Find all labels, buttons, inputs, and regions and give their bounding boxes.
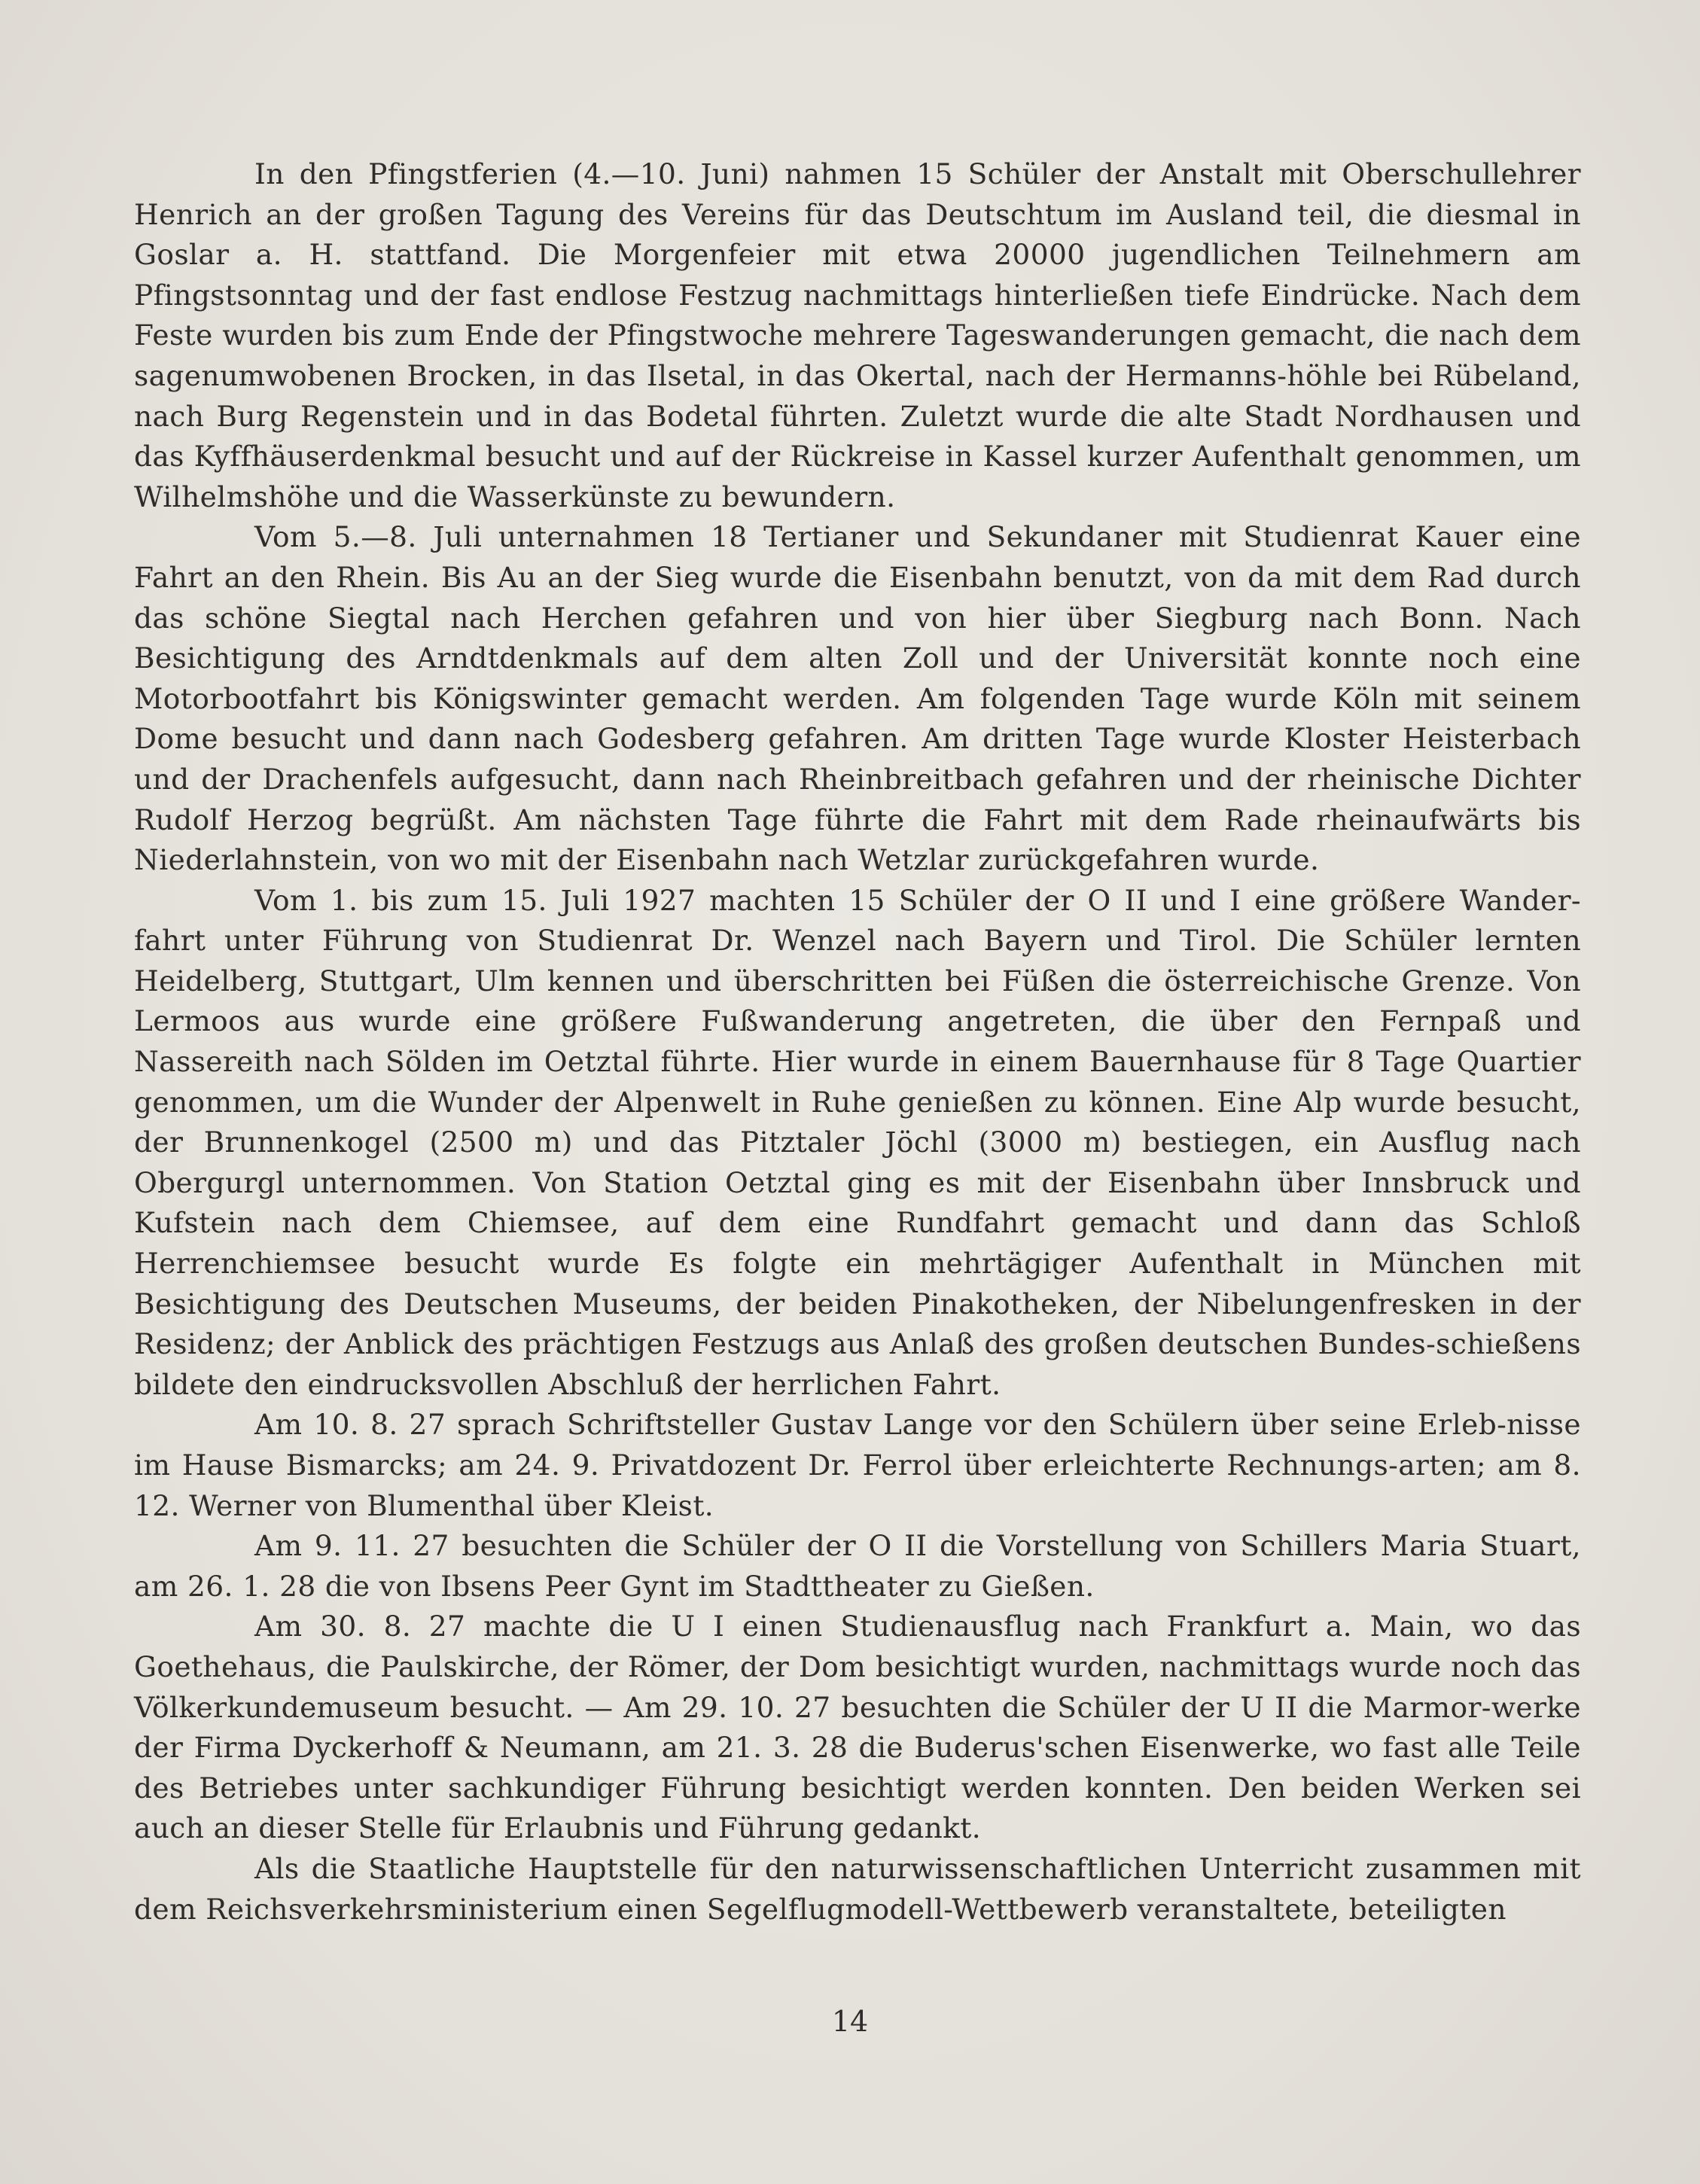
body-text [134,154,1581,1930]
paragraph-segelflug: Als die Staatliche Hauptstelle für den naturwissenschaftlichen Unterricht zusammen mit dem Reichsverkehrsministerium einen Segelflugmodell-Wettbewerb veranstaltete, beteiligten [134,1851,1581,1926]
paragraph-rheinfahrt: Vom 5.—8. Juli unternahmen 18 Tertianer und Sekundaner mit Studienrat Kauer eine Fahrt an den Rhein. Bis Au an der Sieg wurde die Eisenbahn benutzt, von da mit dem Rad durch das schöne Siegtal nach Herchen gefahren und von hier über Siegburg nach Bonn. Nach Besichtigung des Arndtdenkmals auf dem alten Zoll und der Universität konnte noch eine Motorbootfahrt bis Königswinter gemacht werden. Am folgenden Tage wurde Köln mit seinem Dome besucht und dann nach Godesberg gefahren. Am dritten Tage wurde Kloster Heisterbach und der Drachenfels aufgesucht, dann nach Rheinbreitbach gefahren und der rheinische Dichter Rudolf Herzog begrüßt. Am nächsten Tage führte die Fahrt mit dem Rade rheinaufwärts bis Niederlahnstein, von wo mit der Eisenbahn nach Wetzlar zurückgefahren wurde. [134,520,1581,877]
page-number: 14 [831,2005,869,2038]
paragraph-pfingstferien: In den Pfingstferien (4.—10. Juni) nahmen 15 Schüler der Anstalt mit Oberschullehrer Henrich an der großen Tagung des Vereins für das Deutschtum im Ausland teil, die diesmal in Goslar a. H. stattfand. Die Morgenfeier mit etwa 20000 jugendlichen Teilnehmern am Pfingstsonntag und der fast endlose Festzug nachmittags hinterließen tiefe Eindrücke. Nach dem Feste wurden bis zum Ende der Pfingstwoche mehrere Tageswanderungen gemacht, die nach dem sagenumwobenen Brocken, in das Ilsetal, in das Okertal, nach der Hermanns-höhle bei Rübeland, nach Burg Regenstein und in das Bodetal führten. Zuletzt wurde die alte Stadt Nordhausen und das Kyffhäuserdenkmal besucht und auf der Rückreise in Kassel kurzer Aufenthalt genommen, um Wilhelmshöhe und die Wasserkünste zu bewundern. [134,157,1581,513]
paragraph-studienausflug: Am 30. 8. 27 machte die U I einen Studienausflug nach Frankfurt a. Main, wo das Goethehaus, die Paulskirche, der Römer, der Dom besichtigt wurden, nachmittags wurde noch das Völkerkundemuseum besucht. — Am 29. 10. 27 besuchten die Schüler der U II die Marmor-werke der Firma Dyckerhoff & Neumann, am 21. 3. 28 die Buderus'schen Eisenwerke, wo fast alle Teile des Betriebes unter sachkundiger Führung besichtigt werden konnten. Den beiden Werken sei auch an dieser Stelle für Erlaubnis und Führung gedankt. [134,1610,1581,1845]
paragraph-vortraege: Am 10. 8. 27 sprach Schriftsteller Gustav Lange vor den Schülern über seine Erleb-nisse im Hause Bismarcks; am 24. 9. Privatdozent Dr. Ferrol über erleichterte Rechnungs-arten; am 8. 12. Werner von Blumenthal über Kleist. [134,1408,1581,1522]
paragraph-theater: Am 9. 11. 27 besuchten die Schüler der O II die Vorstellung von Schillers Maria Stuart, am 26. 1. 28 die von Ibsens Peer Gynt im Stadttheater zu Gießen. [134,1529,1581,1603]
paragraph-bayern-tirol: Vom 1. bis zum 15. Juli 1927 machten 15 Schüler der O II und I eine größere Wander-fahrt unter Führung von Studienrat Dr. Wenzel nach Bayern und Tirol. Die Schüler lernten Heidelberg, Stuttgart, Ulm kennen und überschritten bei Füßen die österreichische Grenze. Von Lermoos aus wurde eine größere Fußwanderung angetreten, die über den Fernpaß und Nassereith nach Sölden im Oetztal führte. Hier wurde in einem Bauernhause für 8 Tage Quartier genommen, um die Wunder der Alpenwelt in Ruhe genießen zu können. Eine Alp wurde besucht, der Brunnenkogel (2500 m) und das Pitztaler Jöchl (3000 m) bestiegen, ein Ausflug nach Obergurgl unternommen. Von Station Oetztal ging es mit der Eisenbahn über Innsbruck und Kufstein nach dem Chiemsee, auf dem eine Rundfahrt gemacht und dann das Schloß Herrenchiemsee besucht wurde Es folgte ein mehrtägiger Aufenthalt in München mit Besichtigung des Deutschen Museums, der beiden Pinakotheken, der Nibelungenfresken in der Residenz; der Anblick des prächtigen Festzugs aus Anlaß des großen deutschen Bundes-schießens bildete den eindrucksvollen Abschluß der herrlichen Fahrt. [134,883,1581,1401]
